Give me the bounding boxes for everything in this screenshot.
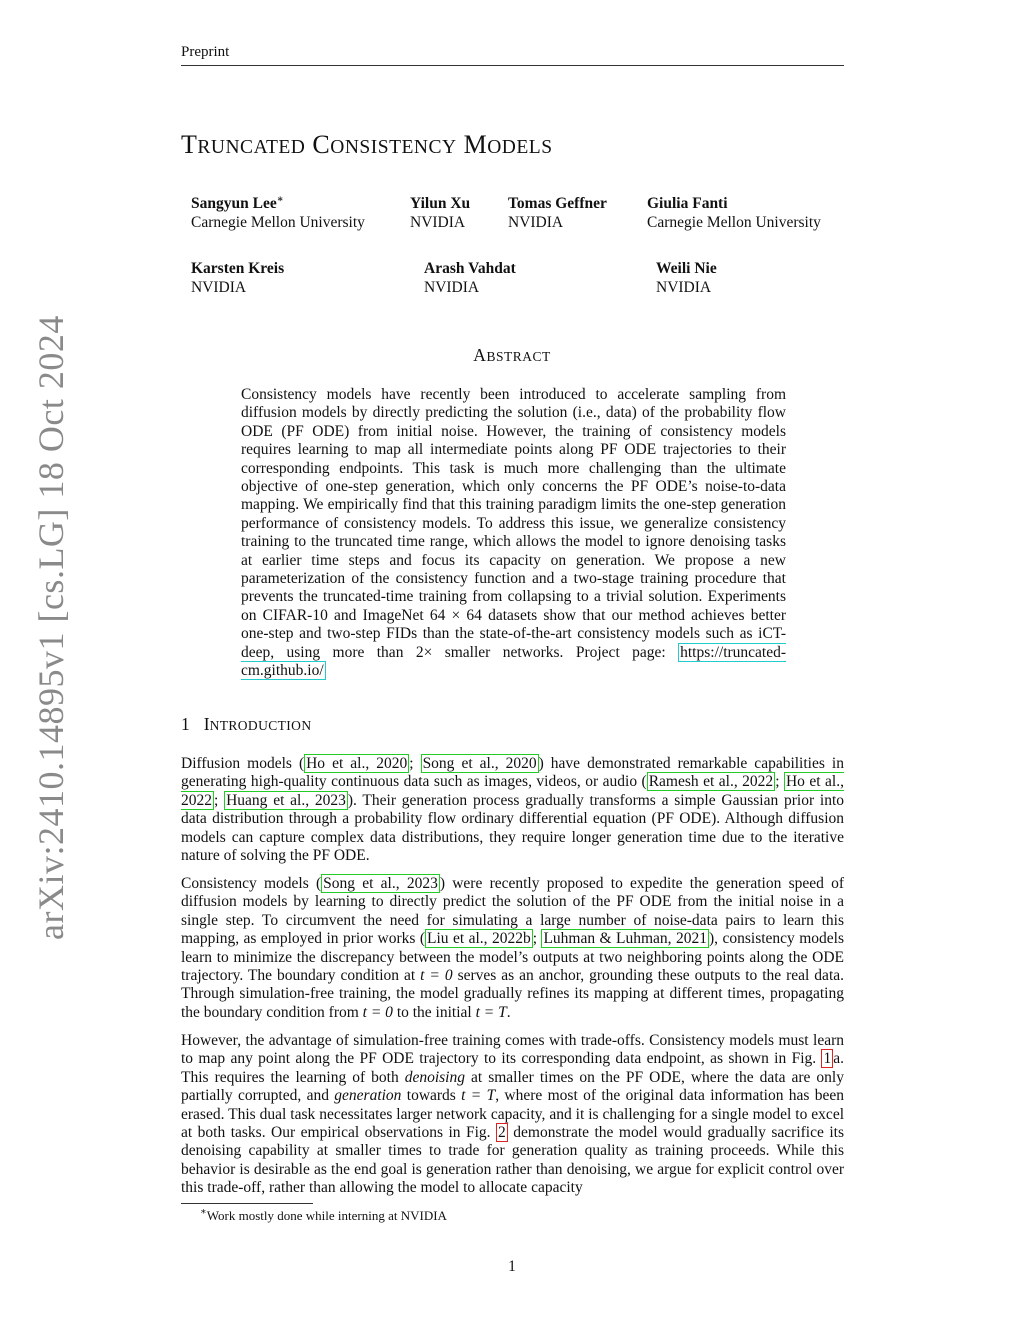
author-block — [410, 194, 470, 232]
author-name: Yilun Xu — [410, 195, 471, 212]
project-page-label: Project page: — [575, 643, 666, 661]
author-affiliation: NVIDIA — [656, 279, 712, 296]
citation-link[interactable]: Ho et al., 2022 — [181, 773, 844, 809]
figure-ref-link[interactable]: 1 — [823, 1050, 832, 1068]
figure-ref-link[interactable]: 2 — [498, 1124, 506, 1142]
abstract-body — [241, 386, 786, 681]
footnote — [200, 1208, 447, 1224]
author-name: Giulia Fanti — [647, 195, 728, 212]
citation-link[interactable]: Ho et al., 2020 — [306, 755, 408, 772]
intro-paragraph-3: However, the advantage of simulation-free training comes with trade-offs. Consistency models must learn to map any point along the PF ODE trajectory to its corresponding data endpoint, as shown in Fig. 1 a. This requires the learning of both denoising at smaller times on the PF ODE, where the data are only partially corrupted, and generation towards t = T, where most of the original data information has been erased. This dual task necessitates larger network capacity, and it is challenging for a single model to excel at both tasks. Our empirical observations in Fig. 2 demonstrate the model would gradually sacrifice its denoising capability at smaller times to trade for generation quality as training proceeds. While this behavior is desirable as the end goal is generation rather than denoising, we argue for explicit control over this trade-off, rather than allowing the model to allocate capacity — [181, 1032, 845, 1197]
citation-link[interactable]: Huang et al., 2023 — [226, 791, 346, 809]
math-inline: t = 0 — [362, 1003, 393, 1021]
intro-paragraph-1: Diffusion models ( Ho et al., 2020 ; Song et al., 2020 ) have demonstrated remarkable capabilities in generating high-quality continuous data such as images, videos, or audio ( Ramesh et al., 2022 ; Ho et al., 2022 ; Huang et al., 2023 ). Their generation process gradually transforms a simple Gaussian prior into data distribution through a probability flow ordinary differential equation (PF ODE). Although diffusion models can capture complex data distributions, they require longer generation time due to the iterative nature of solving the PF ODE. — [181, 755, 845, 865]
page-number: 1 — [508, 1258, 516, 1275]
footnote-rule — [181, 1203, 313, 1204]
citation-link[interactable]: Luhman & Luhman, 2021 — [543, 930, 707, 948]
author-block — [647, 194, 821, 232]
project-page-link[interactable]: https://truncated-cm.github.io/ — [241, 643, 787, 680]
math-inline: t = T — [461, 1087, 496, 1105]
footnote-text: Work mostly done while interning at NVIDIA — [206, 1208, 447, 1223]
emphasis-text: denoising — [404, 1068, 465, 1086]
author-name: Arash Vahdat — [424, 260, 516, 277]
author-block — [656, 259, 717, 297]
footnote-marker: ∗ — [276, 193, 284, 205]
arxiv-stamp: arXiv:2410.14895v1 [cs.LG] 18 Oct 2024 — [31, 315, 71, 940]
abstract-heading: ABSTRACT — [473, 345, 551, 365]
intro-paragraph-2: Consistency models ( Song et al., 2023 ) were recently proposed to expedite the generation speed of diffusion models by learning to directly predict the solution of the PF ODE from the initial noise in a single step. To circumvent the need for simulating a large number of noise-data pairs to learn this mapping, as employed in prior works ( Liu et al., 2022b ; Luhman & Luhman, 2021 ), consistency models learn to minimize the discrepancy between the model’s outputs at two neighboring points along the ODE trajectory. The boundary condition at t = 0 serves as an anchor, grounding these outputs to the real data. Through simulation-free training, the model gradually refines its mapping at different times, propagating the boundary condition from t = 0 to the initial t = T. — [181, 875, 845, 1021]
citation-link[interactable]: Ramesh et al., 2022 — [648, 773, 774, 791]
running-header: Preprint — [181, 44, 230, 60]
author-block — [424, 259, 516, 297]
author-name: Weili Nie — [656, 260, 717, 277]
abstract-text: Consistency models have recently been introduced to accelerate sampling from diffusion models by directly predicting the solution (i.e., data) of the probability flow ODE (PF ODE) from initial noise. However, the training of consistency models requires learning to map all intermediate points along PF ODE trajectories to their corresponding endpoints. This task is much more challenging than the ultimate objective of one-step generation, which only concerns the PF ODE’s noise-to-data mapping. We empirically find that this training paradigm limits the one-step generation performance of consistency models. To address this issue, we generalize consistency training to the truncated time range, which allows the model to ignore denoising tasks at earlier time steps and focus its capacity on generation. We propose a new parameterization of the consistency function and a two-stage training procedure that prevents the truncated-time training from collapsing to a trivial solution. Experiments on CIFAR-10 and ImageNet 64 × 64 datasets show that our method achieves better one-step and two-step FIDs than the state-of-the-art consistency models such as iCT-deep, using more than 2× smaller networks. — [241, 386, 786, 661]
section-number: 1 — [181, 714, 190, 734]
footnote-marker: ∗ — [200, 1206, 207, 1218]
author-block — [191, 194, 365, 232]
author-name: Karsten Kreis — [191, 260, 285, 277]
author-name: Tomas Geffner — [508, 195, 607, 212]
citation-link[interactable]: Song et al., 2023 — [323, 875, 438, 892]
author-affiliation: Carnegie Mellon University — [191, 214, 365, 231]
citation-link[interactable]: Song et al., 2020 — [422, 755, 537, 772]
author-block — [508, 194, 607, 232]
author-affiliation: NVIDIA — [424, 279, 480, 296]
author-affiliation: Carnegie Mellon University — [647, 214, 821, 231]
section-heading: 1 INTRODUCTION — [181, 714, 312, 734]
math-inline: t = 0 — [420, 967, 453, 985]
header-rule — [181, 65, 844, 66]
author-block — [191, 259, 284, 297]
author-affiliation: NVIDIA — [191, 279, 247, 296]
author-affiliation: NVIDIA — [508, 214, 564, 231]
citation-link[interactable]: Liu et al., 2022b — [427, 930, 531, 948]
paper-title: TRUNCATED CONSISTENCY MODELS — [181, 130, 553, 159]
author-affiliation: NVIDIA — [410, 214, 466, 231]
math-inline: t = T — [475, 1003, 507, 1021]
emphasis-text: generation — [334, 1087, 402, 1105]
author-name: Sangyun Lee — [191, 195, 277, 212]
